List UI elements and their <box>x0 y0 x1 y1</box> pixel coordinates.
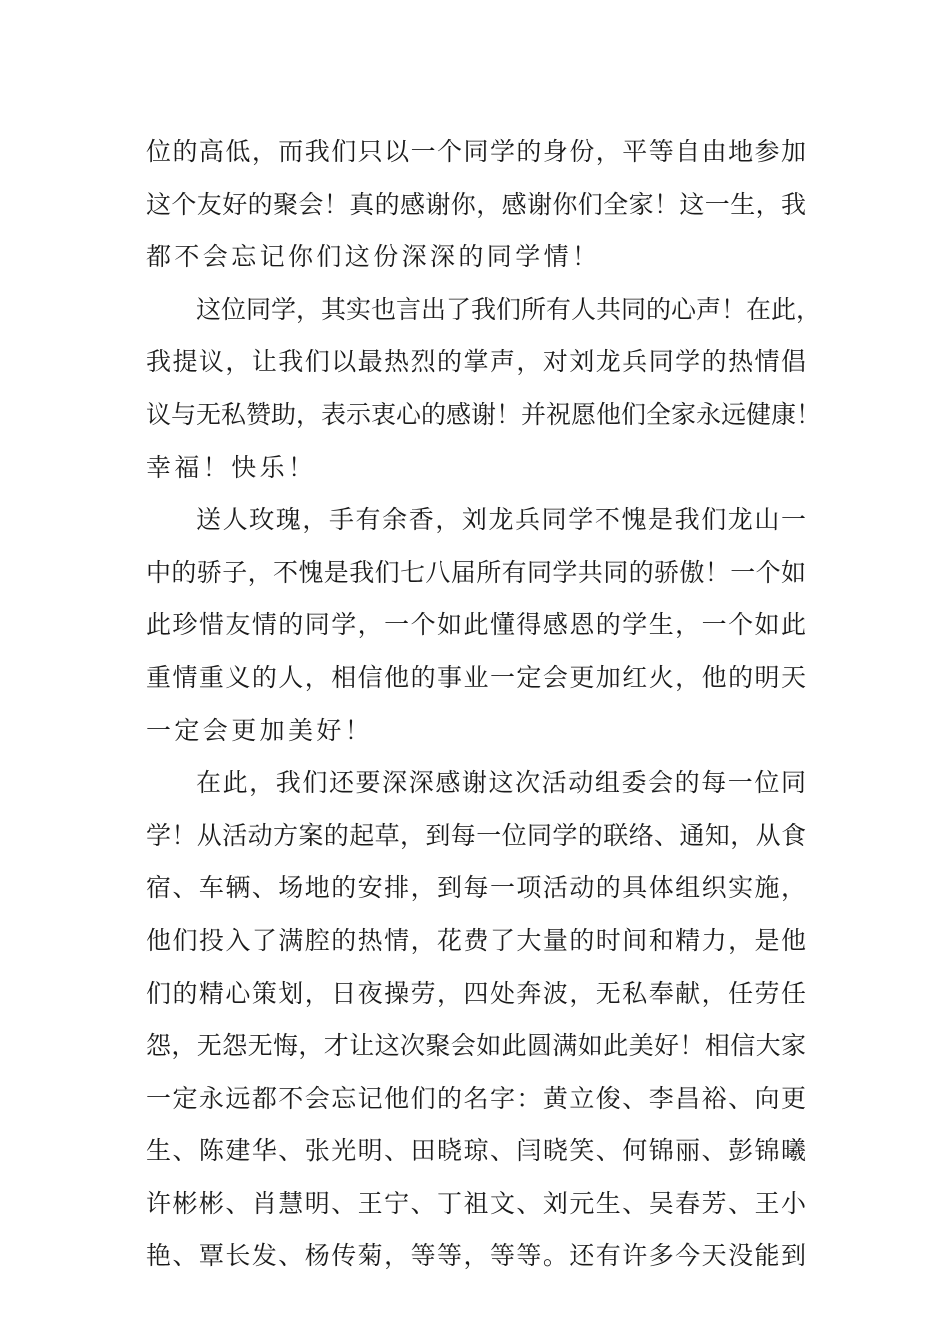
text-line: 送人玫瑰，手有余香，刘龙兵同学不愧是我们龙山一 <box>196 505 806 535</box>
text-line: 位的高低，而我们只以一个同学的身份，平等自由地参加 <box>146 137 806 166</box>
text-line: 艳、覃长发、杨传菊，等等，等等。还有许多今天没能到 <box>146 1241 806 1271</box>
text-line: 在此，我们还要深深感谢这次活动组委会的每一位同 <box>196 768 806 798</box>
text-line: 此珍惜友情的同学，一个如此懂得感恩的学生，一个如此 <box>146 610 806 640</box>
text-line: 他们投入了满腔的热情，花费了大量的时间和精力，是他 <box>146 925 806 955</box>
text-line: 宿、车辆、场地的安排，到每一项活动的具体组织实施， <box>146 873 806 903</box>
text-line: 重情重义的人，相信他的事业一定会更加红火，他的明天 <box>146 662 806 692</box>
body-text <box>146 128 822 1285</box>
text-line: 我提议，让我们以最热烈的掌声，对刘龙兵同学的热情倡 <box>146 347 806 377</box>
text-line: 怨，无怨无悔，才让这次聚会如此圆满如此美好！相信大家 <box>146 1031 806 1061</box>
text-line: 都不会忘记你们这份深深的同学情！ <box>146 242 601 272</box>
text-line: 许彬彬、肖慧明、王宁、丁祖文、刘元生、吴春芳、王小 <box>146 1188 806 1218</box>
text-line: 学！从活动方案的起草，到每一位同学的联络、通知，从食 <box>146 820 806 850</box>
text-line: 一定会更加美好！ <box>146 715 374 745</box>
text-line: 一定永远都不会忘记他们的名字：黄立俊、李昌裕、向更 <box>146 1083 806 1113</box>
text-line: 这个友好的聚会！真的感谢你，感谢你们全家！这一生，我 <box>146 189 806 219</box>
text-line: 议与无私赞助，表示衷心的感谢！并祝愿他们全家永远健康！ <box>146 399 822 429</box>
text-line: 生、陈建华、张光明、田晓琼、闫晓笑、何锦丽、彭锦曦 <box>146 1136 806 1166</box>
text-line: 幸福！快乐！ <box>146 452 317 482</box>
text-line: 中的骄子，不愧是我们七八届所有同学共同的骄傲！一个如 <box>146 557 806 587</box>
text-line: 这位同学，其实也言出了我们所有人共同的心声！在此， <box>196 294 822 324</box>
text-line: 们的精心策划，日夜操劳，四处奔波，无私奉献，任劳任 <box>146 978 806 1008</box>
